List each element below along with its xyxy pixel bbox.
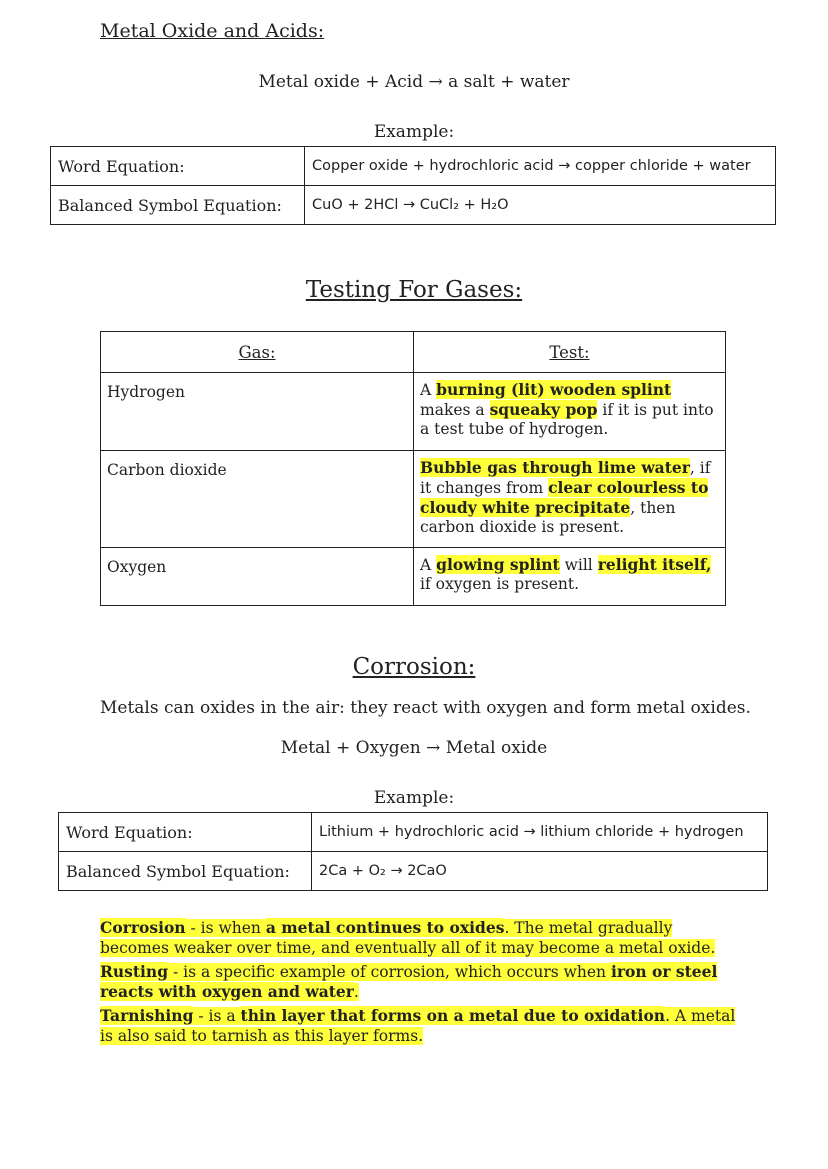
gas-name-oxygen: Oxygen: [101, 548, 414, 606]
table-row: [59, 852, 768, 891]
corrosion-intro: Metals can oxides in the air: they react with oxygen and form metal oxides.: [100, 698, 751, 718]
symbol-equation-label: Balanced Symbol Equation:: [59, 852, 312, 891]
highlight-text: clear colourless to cloudy white precipitate: [420, 478, 709, 517]
highlight-text: glowing splint: [436, 555, 560, 574]
highlight-text: relight itself,: [597, 555, 712, 574]
word-equation-label: Word Equation:: [59, 813, 312, 852]
col-header-gas-label: Gas:: [238, 342, 276, 362]
gas-name-hydrogen: Hydrogen: [101, 373, 414, 451]
definitions-notes: [100, 918, 740, 1050]
gas-test-table: [100, 331, 726, 606]
example-table-oxide-acid: [50, 146, 776, 225]
col-header-test-label: Test:: [549, 342, 590, 362]
general-equation-oxide-acid: Metal oxide + Acid → a salt + water: [258, 72, 570, 92]
highlight-text: burning (lit) wooden splint: [436, 380, 672, 399]
example-table-corrosion: [58, 812, 768, 891]
table-row: [101, 451, 726, 548]
col-header-gas: [101, 332, 414, 373]
section-title-corrosion: Corrosion:: [352, 654, 476, 680]
test-oxygen: A glowing splint will relight itself, if oxygen is present.: [414, 548, 726, 606]
table-row: [51, 186, 776, 225]
test-hydrogen: A burning (lit) wooden splint makes a squeaky pop if it is put into a test tube of hydrogen.: [414, 373, 726, 451]
section-title-testing-gases: Testing For Gases:: [305, 277, 523, 303]
table-row: [59, 813, 768, 852]
symbol-equation-value: CuO + 2HCl → CuCl₂ + H₂O: [305, 186, 776, 225]
gas-name-carbon-dioxide: Carbon dioxide: [101, 451, 414, 548]
highlight-text: squeaky pop: [489, 400, 598, 419]
general-equation-metal-oxygen: Metal + Oxygen → Metal oxide: [280, 738, 548, 758]
table-row: [51, 147, 776, 186]
test-carbon-dioxide: Bubble gas through lime water, if it changes from clear colourless to cloudy white precipitate, then carbon dioxide is present.: [414, 451, 726, 548]
table-header-row: [101, 332, 726, 373]
table-row: [101, 548, 726, 606]
example-label: Example:: [373, 122, 455, 142]
highlight-text: Bubble gas through lime water: [420, 458, 690, 477]
symbol-equation-value: 2Ca + O₂ → 2CaO: [312, 852, 768, 891]
definition-corrosion: Corrosion - is when a metal continues to oxides. The metal gradually becomes weaker over time, and eventually all of it may become a metal oxide.: [100, 918, 716, 957]
table-row: [101, 373, 726, 451]
definition-tarnishing: Tarnishing - is a thin layer that forms on a metal due to oxidation. A metal is also said to tarnish as this layer forms.: [100, 1006, 736, 1045]
section-title-metal-oxide-acids: Metal Oxide and Acids:: [100, 20, 325, 42]
definition-rusting: Rusting - is a specific example of corrosion, which occurs when iron or steel reacts with oxygen and water.: [100, 962, 718, 1001]
word-equation-value: Copper oxide + hydrochloric acid → copper chloride + water: [305, 147, 776, 186]
word-equation-label: Word Equation:: [51, 147, 305, 186]
col-header-test: [414, 332, 726, 373]
symbol-equation-label: Balanced Symbol Equation:: [51, 186, 305, 225]
example-label: Example:: [373, 788, 455, 808]
word-equation-value: Lithium + hydrochloric acid → lithium chloride + hydrogen: [312, 813, 768, 852]
